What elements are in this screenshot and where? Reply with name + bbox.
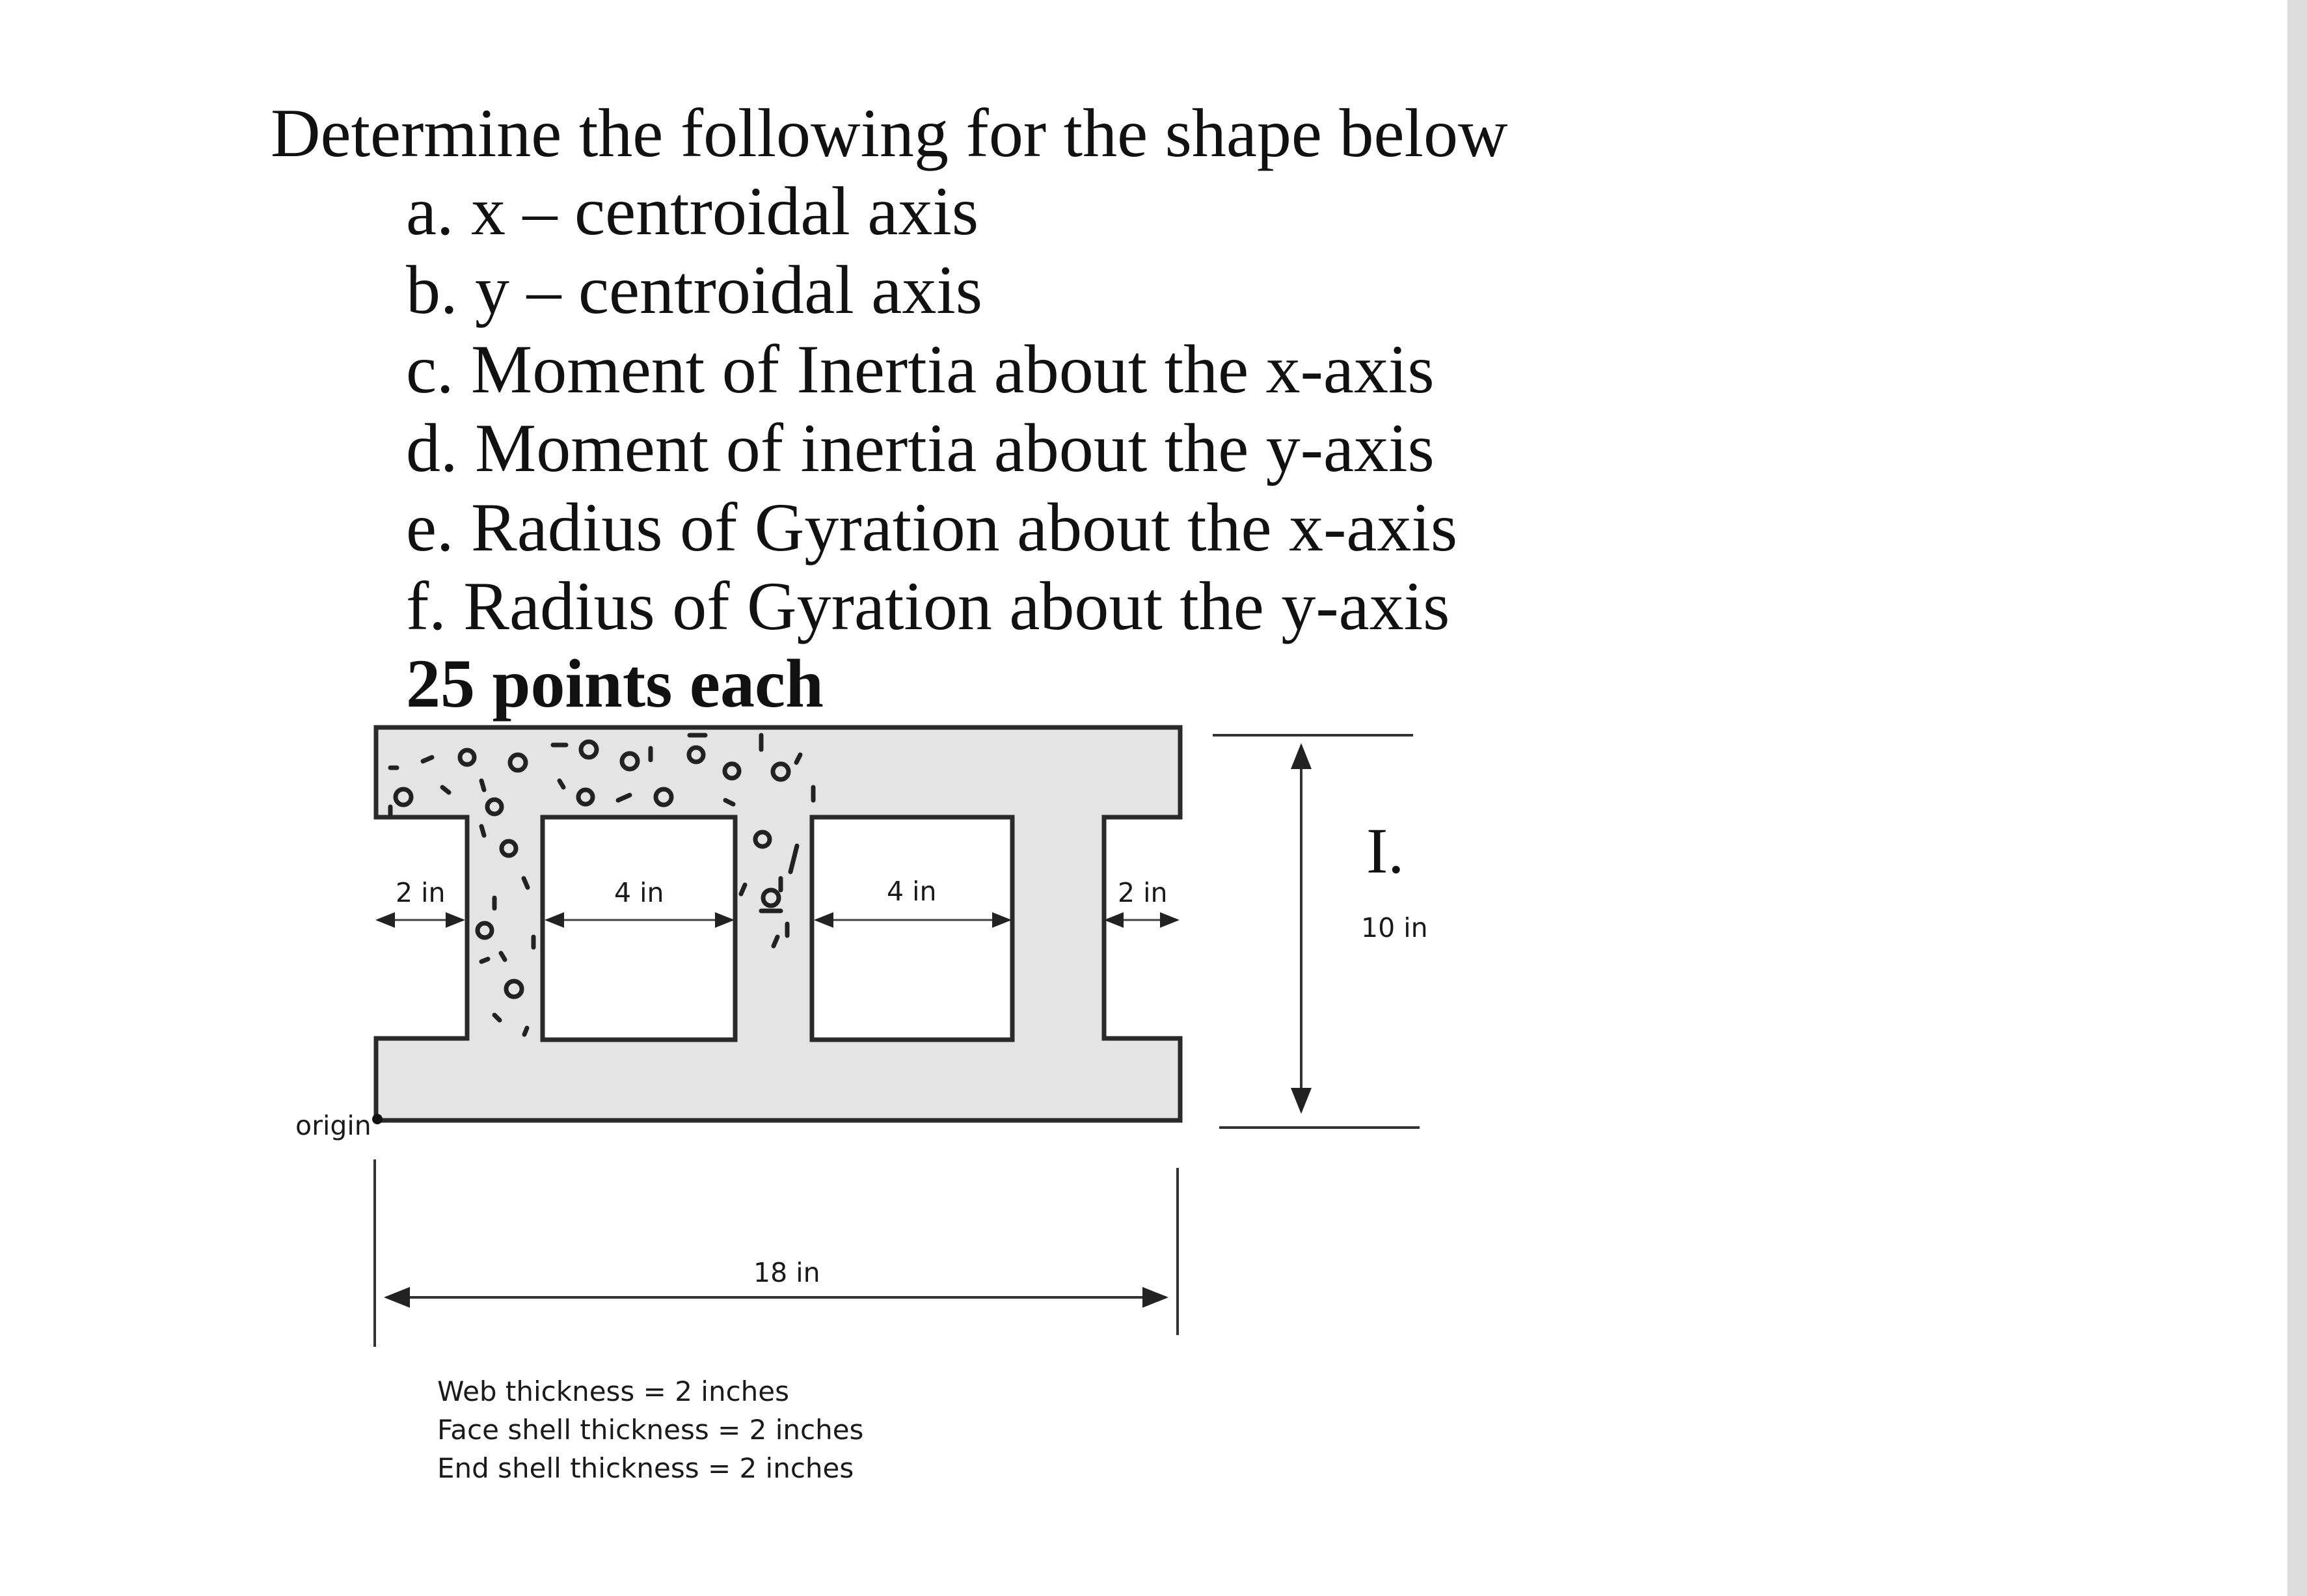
- item-c: c. Moment of Inertia about the x-axis: [406, 331, 1435, 407]
- points-note: 25 points each: [406, 645, 824, 722]
- item-f: f. Radius of Gyration about the y-axis: [406, 568, 1450, 644]
- dim-cell-right-label: 4 in: [887, 876, 937, 907]
- origin-label: origin: [295, 1110, 371, 1141]
- dim-left-end-label: 2 in: [396, 877, 446, 908]
- cell-left: [543, 817, 735, 1040]
- note-web-thickness: Web thickness = 2 inches: [437, 1375, 789, 1407]
- block-shape: [376, 727, 1180, 1120]
- dim-cell-left-label: 4 in: [614, 877, 664, 908]
- origin-point: [372, 1114, 383, 1124]
- problem-heading: Determine the following for the shape below: [271, 95, 1508, 171]
- item-b: b. y – centroidal axis: [406, 252, 983, 328]
- item-a: a. x – centroidal axis: [406, 173, 979, 249]
- note-end-shell-thickness: End shell thickness = 2 inches: [437, 1452, 854, 1484]
- cell-right: [812, 817, 1012, 1040]
- note-face-shell-thickness: Face shell thickness = 2 inches: [437, 1414, 864, 1446]
- item-e: e. Radius of Gyration about the x-axis: [406, 489, 1458, 565]
- figure-roman-label: I.: [1366, 815, 1405, 887]
- item-d: d. Moment of inertia about the y-axis: [406, 410, 1435, 486]
- dim-width-label: 18 in: [753, 1257, 820, 1288]
- dim-height-label: 10 in: [1361, 912, 1428, 943]
- dim-right-end-label: 2 in: [1118, 877, 1168, 908]
